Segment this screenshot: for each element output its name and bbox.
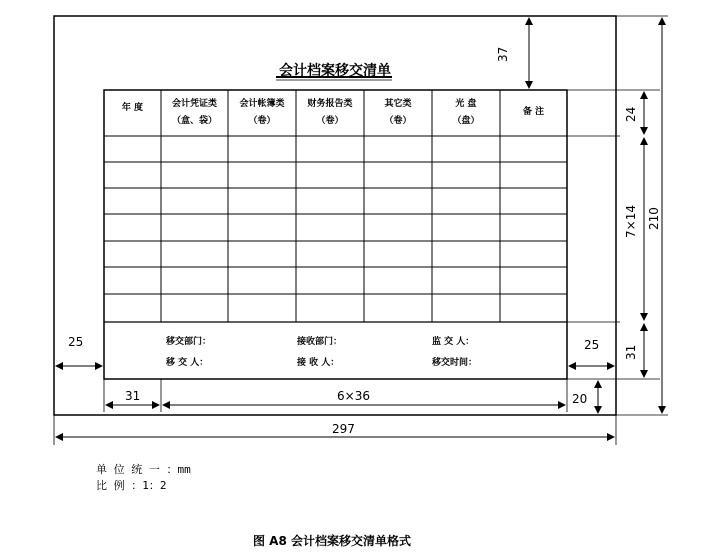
dim-left-margin: 25	[68, 335, 84, 349]
footer-transfer-time: 移交时间：	[432, 358, 478, 368]
col-year-header: 年 度	[121, 103, 144, 113]
dim-top-margin: 37	[496, 46, 510, 62]
dim-total-width: 297	[332, 422, 355, 436]
note-unit: 单 位 统 一 ：mm	[96, 463, 191, 476]
dim-bottom-margin: 20	[572, 392, 588, 406]
footer-receive-dept: 接收部门：	[297, 337, 343, 347]
footer-transfer-dept: 移交部门：	[166, 337, 212, 347]
col-other-header: 其它类 （卷）	[384, 99, 412, 126]
dim-first-col: 31	[125, 389, 141, 403]
dim-total-height: 210	[647, 207, 661, 230]
dim-header-height: 24	[624, 106, 638, 122]
col-report-header: 财务报告类 （卷）	[307, 99, 353, 126]
footer-transferor: 移 交 人：	[166, 358, 209, 368]
form-title: 会计档案移交清单	[279, 63, 391, 79]
col-voucher-header: 会计凭证类 （盒、袋）	[171, 99, 217, 126]
col-disc-header: 光 盘 （盘）	[452, 99, 480, 126]
dim-other-cols: 6×36	[337, 389, 370, 403]
dimension-arrows	[56, 18, 662, 437]
col-remarks-header: 备 注	[522, 107, 545, 117]
note-scale: 比 例 ：1：2	[96, 479, 167, 492]
footer-receiver: 接 收 人：	[297, 358, 340, 368]
dim-body-height: 7×14	[624, 205, 638, 238]
body-row-lines	[104, 162, 567, 294]
figure-caption: 图 A8 会计档案移交清单格式	[253, 534, 411, 548]
dim-right-margin: 25	[584, 338, 600, 352]
footer-supervisor: 监 交 人：	[432, 337, 475, 347]
col-ledger-header: 会计帐簿类 （卷）	[239, 99, 285, 126]
dim-footer-height: 31	[624, 344, 638, 360]
